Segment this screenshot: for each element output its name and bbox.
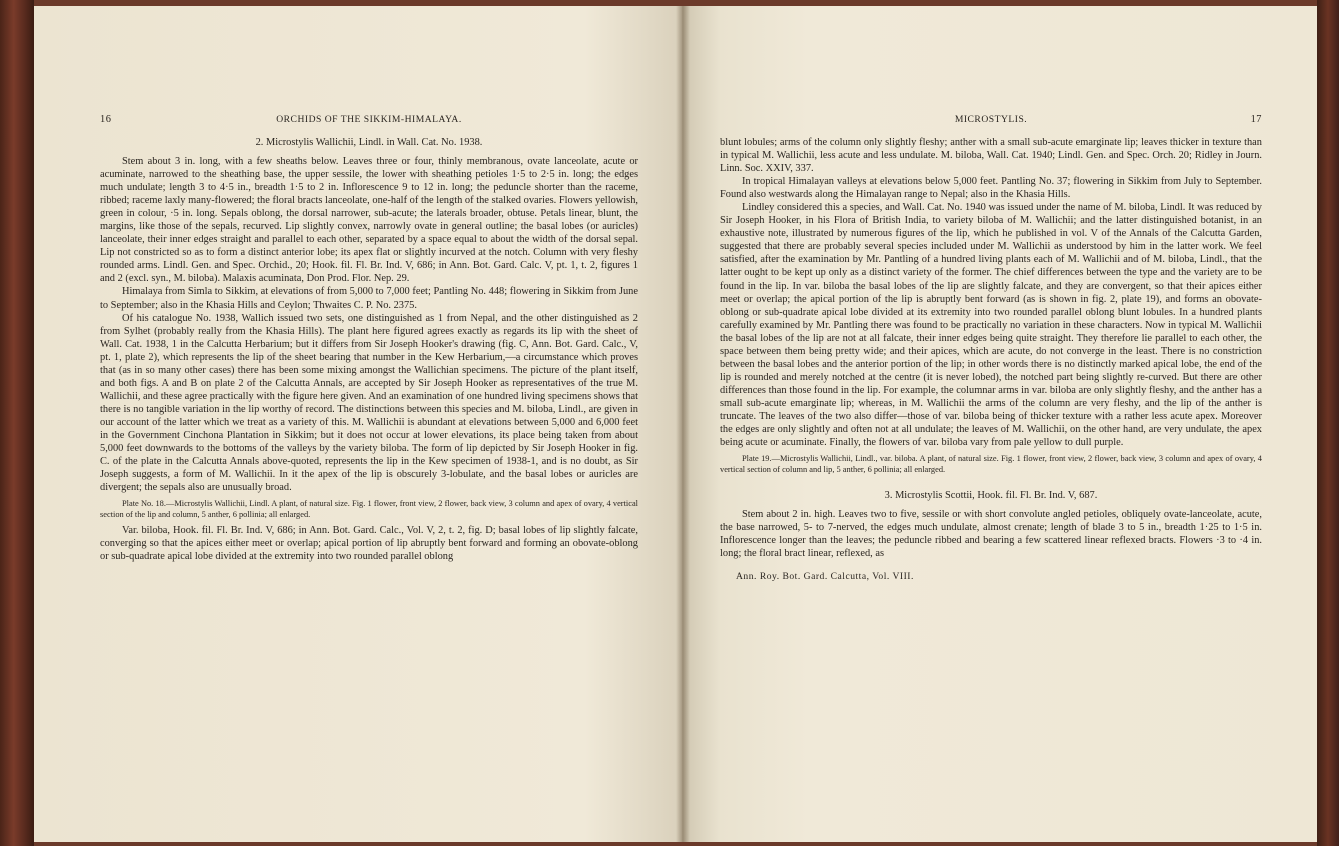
species-3-description: Stem about 2 in. high. Leaves two to five, sessile or with short convolute angled petioles, obliquely ovate-lanceolate, acute, the base narrowed, 5- to 7-nerved, the edges much undulate, almost crenate; length of blade 3 to 5 in., breadth 1·25 to 1·5 in. Inflorescence longer than the leaves; the peduncle ribbed and bearing a few scattered linear reflexed bracts. Flowers ·3 to ·4 in. long; the floral bract linear, reflexed, as [720, 509, 1262, 560]
plate-18-caption: Plate No. 18.—Microstylis Wallichii, Lindl. A plant, of natural size. Fig. 1 flower, front view, 2 flower, back view, 3 column and apex of ovary, 4 vertical section of the lip and column, 5 anther, 6 pollinia; all enlarged. [100, 499, 638, 520]
right-page-number: 17 [1250, 114, 1262, 125]
variety-biloba-notes: Lindley considered this a species, and Wall. Cat. No. 1940 was issued under the name of M. biloba, Lindl. It was reduced by Sir Joseph Hooker, in his Flora of British India, to variety biloba of M. Wallichii; and the latter distinguished botanist, in an exhaustive note, illustrated by numerous figures of the lip, which he published in vol. V of the Annals of the Calcutta Garden, suggested that there are probably several species included under M. Wallichii as understood by him in the latter work. We feel satisfied, after the examination by Mr. Pantling of a hundred living plants each of M. Wallichii and of M. biloba, Lindl., that the latter ought to be kept up only as a distinct variety of the former. The chief differences between the type and the variety are to be found in the lip. In var. biloba the basal lobes of the lip are slightly falcate, and they are convergent, so that their apices either meet or overlap; the apical portion of the lip is abruptly bent forward (as is shown in fig. 2, plate 19), and forms an obovate-oblong or sub-quadrate apical lobe divided at its extremity into two rounded parallel oblong blunt lobules. In a hundred plants carefully examined by Mr. Pantling there was found to be practically no variation in these characters. Now in typical M. Wallichii the basal lobes of the lip are not at all falcate, their inner edges being quite straight. They therefore lie parallel to each other, the space between them being pretty wide; and their apices, which are acute, do not converge in the least. There is no constriction between the basal lobes and the anterior portion of the lip; in other words there is no distinctly marked apical lobe, the end of the lip is rounded and merely notched at the centre (it is never lobed), the notched part being slightly re-curved. But there are other differences than those found in the lip. For example, the columnar arms in var. biloba are only slightly fleshy, and the anther has a small sub-acute emarginate lip; whereas, in M. Wallichii the arms of the column are very fleshy, and the lip of the anther is truncate. The leaves of the two also differ—those of var. biloba being of thicker texture with a rather less acute apex. Moreover the edges are only slightly and often not at all undulate; the leaves of M. Wallichii, on the other hand, are very undulate, the apex being acute or acuminate. Finally, the flowers of var. biloba vary from pale yellow to dull purple. [720, 202, 1262, 449]
species-2-description: Stem about 3 in. long, with a few sheaths below. Leaves three or four, thinly membranous, ovate lanceolate, acute or acuminate, narrowed to the sheathing base, the upper sessile, the lower with sheathing petioles 1·5 to 2·5 in. long; the edges much undulate; length 3 to 4·5 in., breadth 1·5 to 2 in. Inflorescence 9 to 12 in. long; the peduncle shorter than the raceme, ribbed; raceme laxly many-flowered; the floral bracts lanceolate, one-half of the length of the stalked ovaries. Flowers yellowish, green in colour, ·5 in. long. Sepals oblong, the dorsal narrower, sub-acute; the laterals broader, obtuse. Petals linear, blunt, the margins, like those of the sepals, recurved. Lip slightly convex, narrowly ovate in general outline; the basal lobes (or auricles) lanceolate, their inner edges straight and parallel to each other, separated by a space equal to about the width of the dorsal sepal. Lip not constricted so as to form a distinct anterior lobe; its apex flat or slightly incurved at the notch. Column with very fleshy rounded arms. Lindl. Gen. and Spec. Orchid., 20; Hook. fil. Fl. Br. Ind. V, 686; in Ann. Bot. Gard. Calc. V, pt. 1, t. 2, figures 1 and 2 (excl. syn., M. biloba). Malaxis acuminata, Don Prod. Flor. Nep. 29. [100, 156, 638, 285]
left-page-number: 16 [100, 114, 112, 125]
book-binding-right [1317, 0, 1339, 846]
book-binding-left [0, 0, 34, 846]
variety-biloba-distribution: In tropical Himalayan valleys at elevations below 5,000 feet. Pantling No. 37; flowering in Sikkim from July to September. Found also westwards along the Himalayan range to Nepal; also in the Khasia Hills. [720, 176, 1262, 201]
book-gutter-shadow [676, 6, 690, 842]
species-2-notes: Of his catalogue No. 1938, Wallich issued two sets, one distinguished as 1 from Nepal, and the other distinguished as 2 from Sylhet (probably really from the Khasia Hills). The plant here figured agrees exactly as regards its lip with the sheet of Wall. Cat. 1938, 1 in the Calcutta Herbarium; but it differs from Sir Joseph Hooker's drawing (fig. C, Ann. Bot. Gard. Calc., V, pt. 1, plate 2), which represents the lip of the sheet bearing that number in the Kew Herbarium,—a circumstance which proves that (as in so many other cases) there has been some mixing amongst the Wallichian specimens. The picture of the plant itself, and both figs. A and B on plate 2 of the Calcutta Annals, are accepted by Sir Joseph Hooker as representatives of the true M. Wallichii, and these agree practically with the figure here given. And an examination of one hundred living specimens shows that there is no tangible variation in the lip worthy of record. The distinctions between this species and M. biloba, Lindl., are given in our account of the latter which we treat as a variety of this. M. Wallichii is abundant at elevations between 5,000 and 6,000 feet in the Government Cinchona Plantation in Sikkim; but it does not occur at lower elevations, its place being taken from about 5,000 feet downwards to the bottoms of the valleys by the variety biloba. The form of lip depicted by Sir Joseph Hooker in fig. C. of the plate in the Calcutta Annals above-quoted, represents the lip in the Kew specimen of 1938-1, and is no doubt, as Sir Joseph suggests, a form of M. Wallichii. In it the apex of the lip is obscurely 3-lobulate, and the basal lobes or auricles are divergent; the sepals also are unusually broad. [100, 312, 638, 494]
variety-biloba-continued: blunt lobules; arms of the column only slightly fleshy; anther with a small sub-acute emarginate lip; leaves thicker in texture than in typical M. Wallichii, less acute and less undulate. M. biloba, Wall. Cat. 1940; Lindl. Gen. and Spec. Orch. 20; Ridley in Journ. Linn. Soc. XXIV, 337. [720, 137, 1262, 175]
journal-footer: Ann. Roy. Bot. Gard. Calcutta, Vol. VIII. [736, 571, 914, 583]
left-running-title: ORCHIDS OF THE SIKKIM-HIMALAYA. [276, 114, 462, 125]
species-3-heading: 3. Microstylis Scottii, Hook. fil. Fl. Br. Ind. V, 687. [884, 490, 1098, 502]
species-2-distribution: Himalaya from Simla to Sikkim, at elevations of from 5,000 to 7,000 feet; Pantling No. 448; flowering in Sikkim from June to September; also in the Khasia Hills and Ceylon; Thwaites C. P. No. 2375. [100, 286, 638, 311]
left-page [34, 6, 682, 842]
species-2-heading: 2. Microstylis Wallichii, Lindl. in Wall. Cat. No. 1938. [255, 137, 483, 148]
section-gap [720, 479, 1262, 489]
plate-19-caption: Plate 19.—Microstylis Wallichii, Lindl., var. biloba. A plant, of natural size. Fig. 1 flower, front view, 2 flower, back view, 3 column and apex of ovary, 4 vertical section of column and lip, 5 anther, 6 pollinia; all enlarged. [720, 454, 1262, 475]
right-running-title: MICROSTYLIS. [954, 114, 1028, 125]
variety-biloba-paragraph: Var. biloba, Hook. fil. Fl. Br. Ind. V, 686; in Ann. Bot. Gard. Calc., Vol. V, 2, t. 2, fig. D; basal lobes of lip slightly falcate, converging so that the apices either meet or overlap; apical portion of lip abruptly bent forward and forming an obovate-oblong or sub-quadrate apical lobe divided at the extremity into two rounded parallel oblong [100, 525, 638, 563]
right-page [682, 6, 1317, 842]
